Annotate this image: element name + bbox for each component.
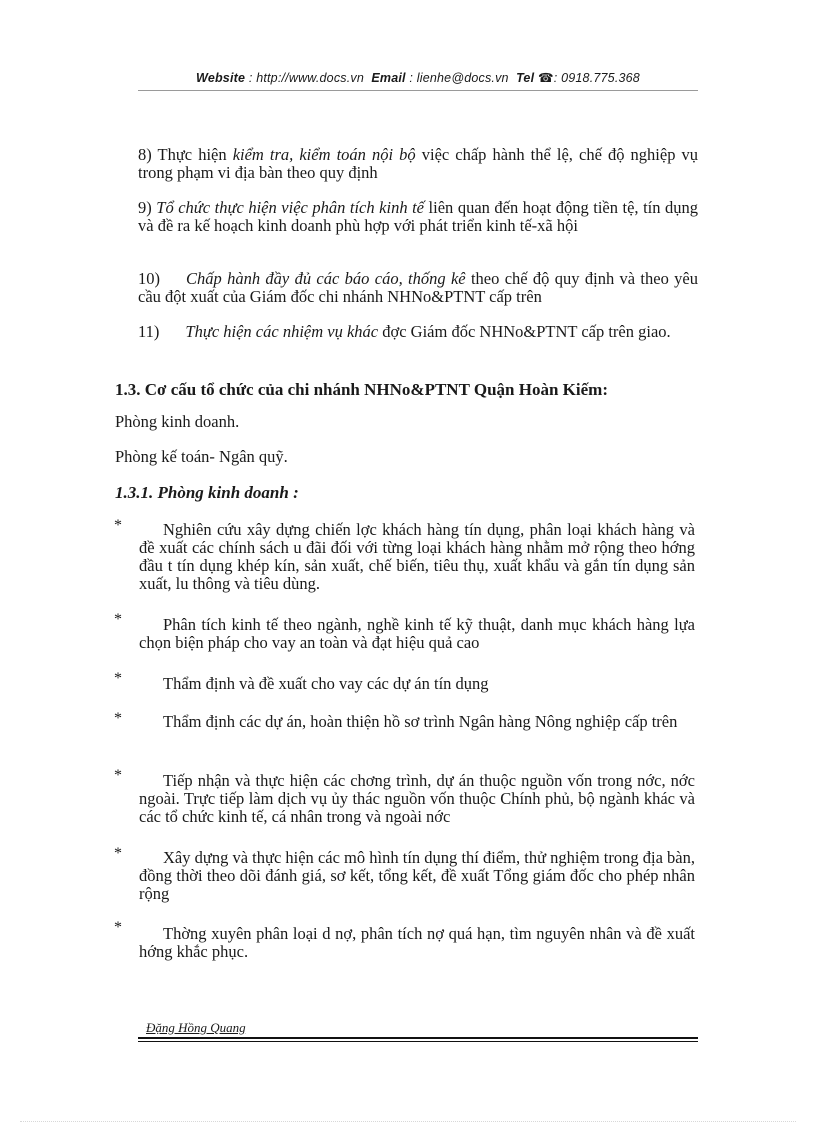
footer-author: Đặng Hồng Quang [146, 1020, 246, 1035]
item-9-text: liên quan đến hoạt động tiền tệ, tín dụng và đề ra kế hoạch kinh doanh phù hợp với phát triển kinh tế-xã hội [138, 198, 699, 235]
bullet-text: Phân tích kinh tế theo ngành, nghề kinh tế kỹ thuật, danh mục khách hàng lựa chọn biện pháp cho vay an toàn và đạt hiệu quả cao [139, 615, 695, 652]
website-label: Website [196, 71, 246, 85]
subsection-heading: 1.3.1. Phòng kinh doanh : [115, 483, 299, 502]
bullet-item [139, 849, 695, 903]
section-heading: 1.3. Cơ cấu tổ chức của chi nhánh NHNo&PTNT Quận Hoàn Kiếm: [115, 380, 608, 399]
department-accounting: Phòng kế toán- Ngân quỹ. [115, 447, 288, 466]
bullet-text: Tiếp nhận và thực hiện các chơng trình, dự án thuộc nguồn vốn trong nớc, nớc ngoài. Trực tiếp làm dịch vụ ủy thác nguồn vốn thuộc Chính phủ, bộ ngành khác và các tổ chức kinh tế, cá nhân trong và ngoài nớc [139, 771, 695, 826]
bullet-item [139, 616, 695, 652]
bullet-marker: * [114, 845, 122, 862]
department-business: Phòng kinh doanh. [115, 412, 240, 431]
email-value[interactable]: : lienhe@docs.vn [409, 71, 509, 85]
bullet-item [139, 675, 695, 693]
bullet-item [139, 521, 695, 593]
bullet-item [139, 925, 695, 961]
bullet-text: Nghiên cứu xây dựng chiến lợc khách hàng tín dụng, phân loại khách hàng và đề xuất các chính sách u đãi đối với từng loại khách hàng nhằm mở rộng theo hớng đầu t tín dụng khép kín, sản xuất, chế biến, tiêu thụ, xuất khẩu và gắn tín dụng sản xuất, lu thông và tiêu dùng. [139, 520, 695, 593]
item-8-text: việc chấp hành thể lệ, chế độ nghiệp vụ trong phạm vi địa bàn theo quy định [138, 145, 699, 182]
item-9-number: 9) [138, 198, 152, 217]
bullet-marker: * [114, 919, 122, 936]
bullet-marker: * [114, 517, 122, 534]
item-8-emphasis: kiểm tra, kiểm toán nội bộ [232, 145, 416, 164]
item-10 [138, 270, 698, 306]
bullet-marker: * [114, 611, 122, 628]
bullet-marker: * [114, 767, 122, 784]
bullet-item [139, 713, 695, 731]
page-header [138, 70, 698, 90]
bullet-text: Xây dựng và thực hiện các mô hình tín dụng thí điểm, thử nghiệm trong địa bàn, đồng thời theo dõi đánh giá, sơ kết, tổng kết, đề xuất Tổng giám đốc cho phép nhân rộng [139, 848, 695, 903]
footer-divider-thick [138, 1037, 698, 1039]
item-10-emphasis: Chấp hành đầy đủ các báo cáo, thống kê [186, 269, 466, 288]
item-11 [138, 323, 698, 341]
page-bottom-edge [20, 1121, 796, 1122]
bullet-text: Thờng xuyên phân loại d nợ, phân tích nợ quá hạn, tìm nguyên nhân và đề xuất hớng khắc phục. [139, 924, 695, 961]
item-9-emphasis: Tổ chức thực hiện việc phân tích kinh tế [156, 198, 425, 217]
tel-label: Tel [516, 71, 535, 85]
bullet-marker: * [114, 710, 122, 727]
bullet-marker: * [114, 670, 122, 687]
item-10-text: theo chế độ quy định và theo yêu cầu đột xuất của Giám đốc chi nhánh NHNo&PTNT cấp trên [138, 269, 699, 306]
item-11-emphasis: Thực hiện các nhiệm vụ khác [185, 322, 379, 341]
item-11-text: đợc Giám đốc NHNo&PTNT cấp trên giao. [382, 322, 671, 341]
item-11-number: 11) [138, 322, 160, 341]
item-10-number: 10) [138, 269, 160, 288]
bullet-text: Thẩm định các dự án, hoàn thiện hồ sơ trình Ngân hàng Nông nghiệp cấp trên [163, 712, 678, 731]
footer-divider-thin [138, 1041, 698, 1042]
bullet-item [139, 772, 695, 826]
tel-value: : 0918.775.368 [553, 71, 640, 85]
email-label: Email [371, 71, 406, 85]
website-value[interactable]: : http://www.docs.vn [248, 71, 365, 85]
header-divider [138, 90, 698, 91]
item-8-number: 8) Thực hiện [138, 145, 227, 164]
item-9 [138, 199, 698, 235]
item-8 [138, 146, 698, 182]
phone-icon: ☎ [537, 71, 554, 85]
bullet-text: Thẩm định và đề xuất cho vay các dự án tín dụng [163, 674, 489, 693]
